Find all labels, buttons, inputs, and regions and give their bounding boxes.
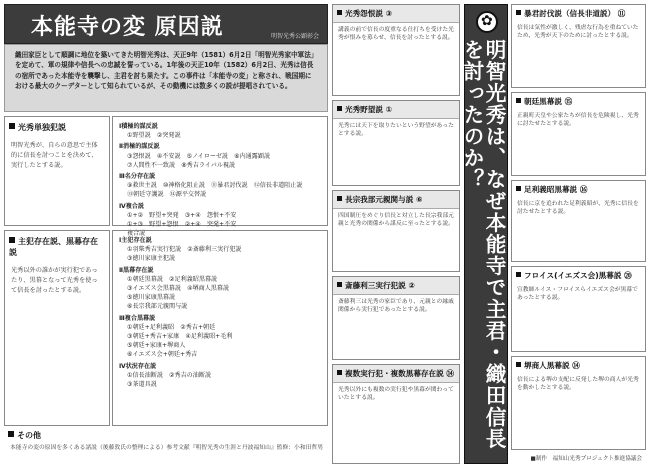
theory-item: ③怨恨説 ④不安説 ⑤ノイローゼ説 ⑥内通露顕説 [127, 152, 271, 160]
category-other [4, 428, 110, 444]
bullet-icon [516, 98, 521, 103]
theory-heading: 複数実行犯・複数黒幕存在説 ⑭ [333, 365, 459, 383]
theory-heading: 長宗我部元親関与説 ⑥ [333, 191, 459, 209]
middle-column [332, 4, 460, 464]
theory-item: ⑥長宗我部元親関与説 [127, 303, 188, 311]
theory-box [332, 4, 460, 96]
vertical-headline [460, 4, 508, 464]
theory-number: ⑮ [564, 97, 573, 106]
bullet-icon [337, 196, 342, 201]
category-text: 明智光秀が、自らの意思で主体的に信長を討つことを決めて、実行したとする説。 [11, 142, 98, 169]
theory-item: ①信長油断説 ②秀吉の油断説 [127, 371, 212, 379]
theory-heading: 光秀怨恨説 ③ [333, 5, 459, 23]
theory-heading: 斎藤利三実行犯説 ② [333, 277, 459, 295]
theory-item: ⑬朝廷守護説 ⑭源平交替説 [127, 191, 207, 199]
category-mastermind [4, 230, 110, 426]
title-banner [4, 4, 328, 44]
reference-note: 本能寺の変の原因を多くある諸説（後藤敦氏の整理による）参考文献『明智光秀の生涯と丹波福知山』監修：小和田哲男 [10, 445, 324, 451]
theory-text: 信長は気性が激しく、残虐な行為を重ねていたため、光秀が天下のために討ったとする説。 [517, 25, 639, 40]
theory-list-mastermind [112, 230, 328, 426]
theory-group-title: Ⅱ消極的謀反説 [119, 143, 160, 151]
theory-box [511, 180, 646, 262]
theory-heading: フロイス(イエズス会)黒幕説 ⑳ [512, 267, 645, 284]
theory-heading: 朝廷黒幕説 ⑮ [512, 93, 645, 110]
banner-sub: 明智光秀公顕彰会 [270, 33, 319, 40]
theory-item: ①野望説 ②突発説 [127, 132, 181, 140]
theory-heading: 堺商人黒幕説 ⑭ [512, 357, 645, 374]
theory-group-title: Ⅳ複合説 [119, 202, 144, 210]
theory-number: ⑪ [617, 9, 626, 18]
page-title: 本能寺の変 原因説 [31, 14, 224, 40]
theory-number: ⑭ [446, 369, 454, 378]
theory-number: ⑥ [416, 195, 423, 204]
theory-text: 信長による堺の支配に反発した堺の商人が光秀を動かしたとする説。 [517, 377, 639, 392]
theory-item: ①+③ 野望+怨恨 ②+④ 突発+不安 [127, 221, 237, 229]
theory-box [332, 100, 460, 186]
theory-item: ⑤朝廷+家康+堺商人 [127, 342, 186, 350]
theory-text: 光秀以外にも複数の実行犯や黒幕が関わっていたとする説。 [338, 387, 454, 402]
theory-group-title: Ⅳ状況存在説 [119, 362, 157, 370]
theory-box [511, 92, 646, 176]
bullet-icon [8, 431, 14, 437]
theory-item: ⑨救世主説 ⑩神格化阻止説 ⑪暴君討伐説 ⑫信長非道阻止説 [127, 182, 303, 190]
theory-text: 宣教師ルイス・フロイスらイエズス会が黒幕であったとする説。 [517, 287, 638, 302]
theory-item: 複合説 [127, 230, 146, 238]
headline-text: 明智光秀は、なぜ本能寺で主君・織田信長を討ったのか？ [460, 39, 506, 450]
theory-item: ①羽柴秀吉実行犯説 ②斎藤利三実行犯説 [127, 246, 242, 254]
left-section [4, 4, 328, 464]
theory-text: 斎藤利三は光秀の家臣であり、元親との縁戚関係から実行犯であったとする説。 [338, 299, 454, 314]
theory-item: ⑦人間性不一致説 ⑧秀吉ライバル視説 [127, 161, 236, 169]
theory-list-solo [112, 116, 328, 238]
theory-item: ③朝廷+秀吉+家康 ④足利義昭+毛利 [127, 333, 233, 341]
theory-group-title: Ⅰ主犯存在説 [119, 237, 152, 244]
theory-item: ③茶道具説 [127, 381, 157, 389]
theory-heading: 暴君討伐説（信長非道説） ⑪ [512, 5, 645, 22]
bullet-icon [516, 272, 521, 277]
theory-box [511, 266, 646, 352]
theory-group-title: Ⅱ黒幕存在説 [119, 266, 154, 274]
category-heading: 光秀単独犯説 [5, 117, 109, 137]
theory-item: ①+② 野望+突発 ③+④ 怨恨+不安 [127, 211, 237, 219]
document-sheet [4, 4, 646, 464]
theory-group-title: Ⅲ名分存在説 [119, 173, 156, 181]
theory-number: ② [408, 281, 415, 290]
theory-group-title: Ⅰ積極的謀反説 [119, 123, 158, 130]
bullet-icon [516, 10, 521, 15]
theory-box [332, 276, 460, 360]
theory-box [332, 364, 460, 464]
theory-box [511, 356, 646, 450]
theory-number: ③ [385, 9, 393, 18]
credit-text: ■制作 福知山光秀プロジェクト推進協議会 [530, 456, 642, 462]
category-text: 光秀以外の誰かが実行犯であったり、黒幕となって光秀を使って信長を討ったとする説。 [11, 267, 98, 294]
theory-text: 正親町天皇や公家たちが信長を危険視し、光秀に討たせたとする説。 [517, 113, 639, 128]
theory-item: ①朝廷+足利義昭 ②秀吉+朝廷 [127, 323, 216, 331]
bullet-icon [9, 123, 15, 129]
category-heading: その他 [4, 428, 110, 445]
bullet-icon [337, 106, 342, 111]
theory-item: ⑥イエズス会+朝廷+秀吉 [127, 351, 198, 359]
theory-text: 四国制圧をめぐり信長と対立した長宗我部元親と光秀の関係から謀反に至ったとする説。 [338, 213, 454, 228]
intro-text: 織田家臣として順調に地位を築いてきた明智光秀は、天正9年（1581）6月2日「明智光秀家中軍法」を定めて、軍の規律や信長への忠誠を誓っている。1年後の天正10年（1582）6月2日、光秀は信長の宿所であった本能寺を襲撃し、主君を討ち果たす。この事件は「本能寺の変」と称され、戦国期における最大のクーデターとして知られているが、その動機には数多くの説が提唱されている。 [4, 44, 328, 112]
category-solo [4, 116, 110, 226]
theory-heading: 足利義昭黒幕説 ⑯ [512, 181, 645, 198]
bullet-icon [337, 370, 342, 375]
theory-number: ① [385, 105, 393, 114]
theory-item: ⑤徳川家康黒幕説 [127, 294, 176, 302]
theory-number: ⑳ [624, 271, 632, 280]
right-column [511, 4, 646, 464]
bullet-icon [9, 237, 15, 243]
theory-heading: 光秀野望説 ① [333, 101, 459, 119]
theory-item: ③徳川家康主犯説 [127, 255, 176, 263]
theory-item: ③イエズス会黒幕説 ④堺商人黒幕説 [127, 285, 230, 293]
bullet-icon [516, 362, 521, 367]
theory-number: ⑭ [572, 361, 580, 370]
category-heading: 主犯存在説、黒幕存在説 [9, 237, 98, 257]
theory-number: ⑯ [579, 185, 588, 194]
theory-box [332, 190, 460, 272]
theory-box [511, 4, 646, 88]
theory-text: 光秀には天下を取りたいという野望があったとする説。 [338, 123, 454, 138]
theory-text: 信長に京を追われた足利義昭が、光秀に信長を討たせたとする説。 [517, 201, 639, 216]
bullet-icon [337, 10, 342, 15]
theory-text: 講義の前で信長の度重なる仕打ちを受けた光秀が恨みを募らせ、信長を討ったとする説。 [338, 27, 454, 42]
theory-item: ①朝廷黒幕説 ②足利義昭黒幕説 [127, 275, 218, 283]
bullet-icon [516, 186, 521, 191]
theory-group-title: Ⅲ複合黒幕説 [119, 314, 156, 322]
bullet-icon [337, 282, 342, 287]
family-crest-icon [476, 11, 498, 33]
